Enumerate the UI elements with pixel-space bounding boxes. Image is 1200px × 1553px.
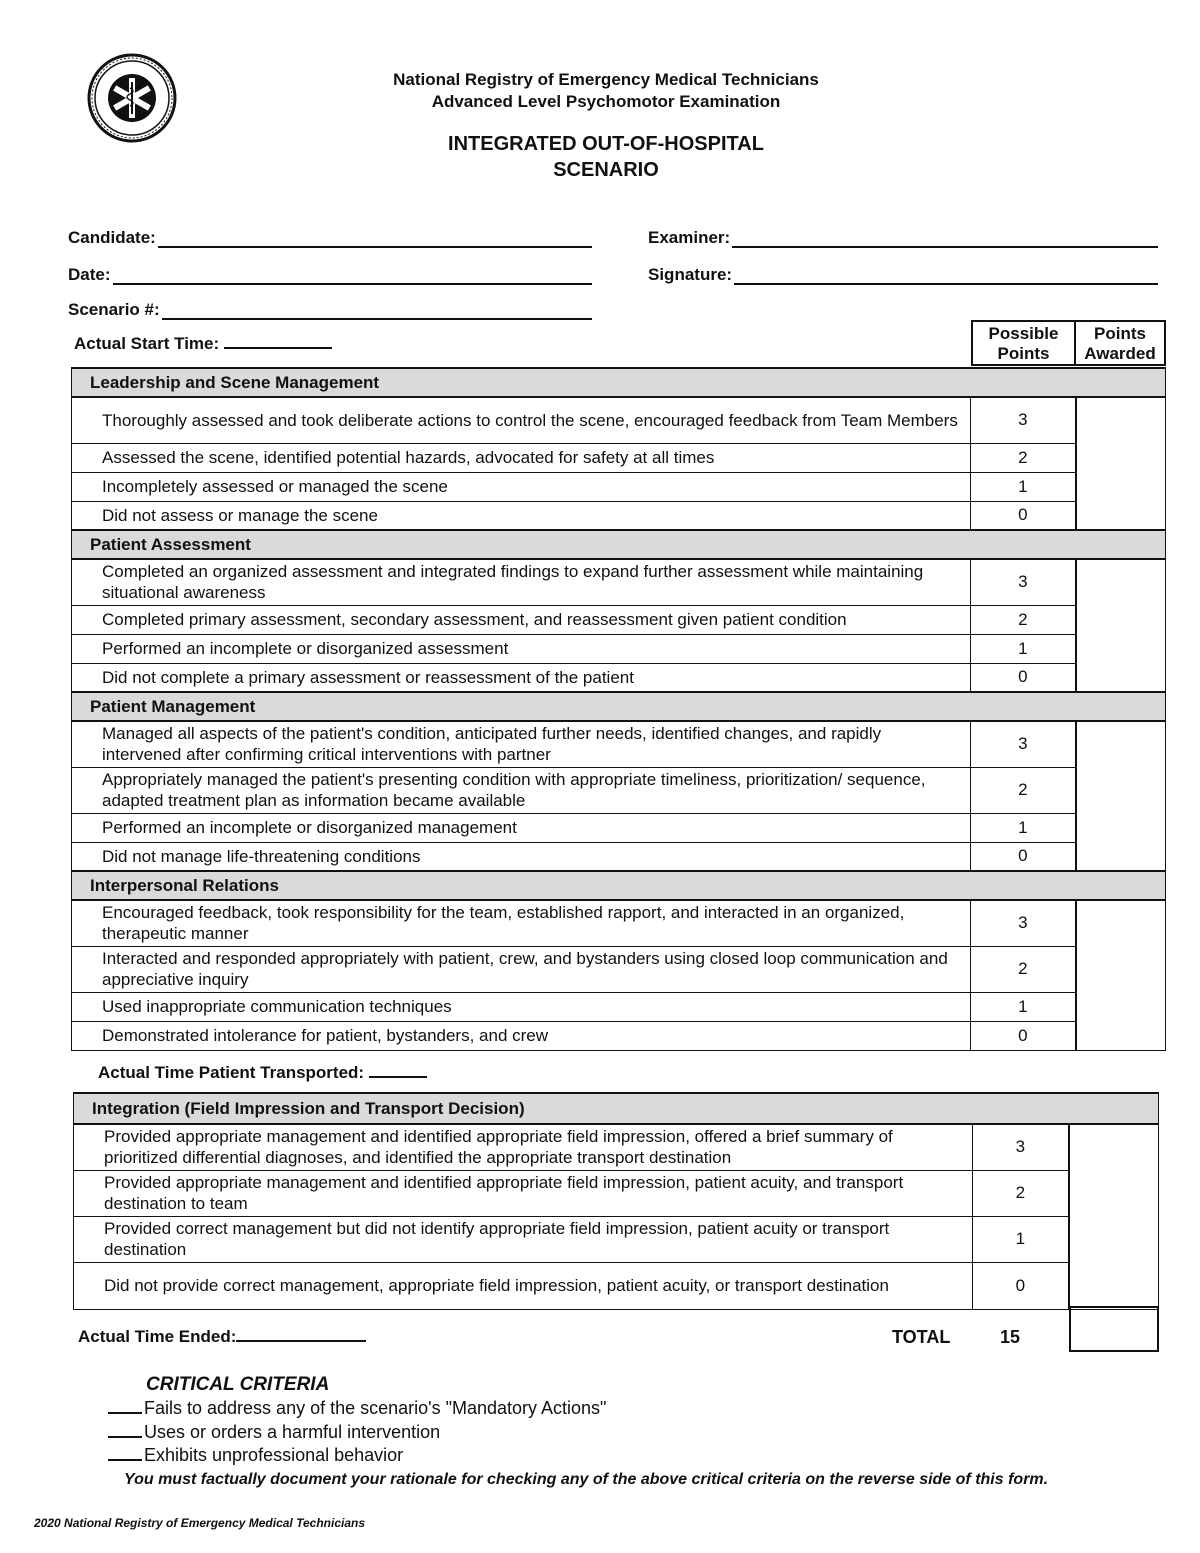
possible-points-value: 3 bbox=[971, 397, 1076, 443]
candidate-field[interactable] bbox=[68, 226, 592, 248]
form-title-line2: SCENARIO bbox=[553, 159, 659, 181]
signature-field[interactable] bbox=[648, 263, 1158, 285]
criteria-row bbox=[74, 1262, 1159, 1309]
section-header-row bbox=[74, 1093, 1159, 1124]
criteria-row bbox=[74, 1170, 1159, 1216]
possible-points-value: 0 bbox=[971, 663, 1076, 692]
criteria-row bbox=[72, 634, 1166, 663]
possible-points-value: 1 bbox=[973, 1216, 1069, 1262]
possible-points-value: 0 bbox=[971, 842, 1076, 871]
points-awarded-cell[interactable] bbox=[1076, 721, 1166, 871]
possible-points-value: 1 bbox=[971, 992, 1076, 1021]
total-label: TOTAL bbox=[892, 1327, 951, 1347]
criteria-text: Interacted and responded appropriately with patient, crew, and bystanders using closed loop communication and appreciative inquiry bbox=[72, 946, 971, 992]
possible-points-value: 1 bbox=[971, 634, 1076, 663]
awarded-header-line1: Points bbox=[1094, 324, 1146, 343]
criteria-row bbox=[72, 946, 1166, 992]
section-title: Patient Management bbox=[72, 692, 1166, 721]
examiner-label: Examiner: bbox=[648, 228, 731, 247]
criteria-row bbox=[72, 397, 1166, 443]
points-awarded-cell[interactable] bbox=[1076, 559, 1166, 692]
criteria-row bbox=[72, 1021, 1166, 1050]
criteria-row bbox=[72, 605, 1166, 634]
possible-points-value: 2 bbox=[971, 946, 1076, 992]
criteria-text: Appropriately managed the patient's presenting condition with appropriate timeliness, prioritization/ sequence, adapted treatment plan as information became available bbox=[72, 767, 971, 813]
critical-item[interactable] bbox=[108, 1398, 606, 1419]
footer-copyright: 2020 National Registry of Emergency Medical Technicians bbox=[34, 1516, 366, 1530]
possible-points-value: 0 bbox=[971, 501, 1076, 530]
critical-checkbox-line[interactable] bbox=[108, 1424, 142, 1438]
criteria-text: Did not provide correct management, appropriate field impression, patient acuity, or transport destination bbox=[74, 1262, 973, 1309]
critical-item-text: Exhibits unprofessional behavior bbox=[144, 1445, 404, 1465]
possible-points-value: 0 bbox=[973, 1262, 1069, 1309]
criteria-row bbox=[72, 813, 1166, 842]
possible-points-value: 1 bbox=[971, 813, 1076, 842]
possible-points-value: 2 bbox=[971, 443, 1076, 472]
scenario-label: Scenario #: bbox=[68, 300, 160, 319]
section-title: Interpersonal Relations bbox=[72, 871, 1166, 900]
criteria-text: Incompletely assessed or managed the scene bbox=[72, 472, 971, 501]
criteria-row bbox=[72, 900, 1166, 946]
form-title-line1: INTEGRATED OUT-OF-HOSPITAL bbox=[448, 133, 764, 155]
candidate-label: Candidate: bbox=[68, 228, 156, 247]
rubric-table bbox=[71, 367, 1166, 1051]
criteria-text: Encouraged feedback, took responsibility for the team, established rapport, and interacted in an organized, therapeutic manner bbox=[72, 900, 971, 946]
integration-table bbox=[73, 1092, 1159, 1310]
points-awarded-cell[interactable] bbox=[1076, 397, 1166, 530]
possible-header-line2: Points bbox=[997, 344, 1050, 363]
criteria-text: Demonstrated intolerance for patient, bystanders, and crew bbox=[72, 1021, 971, 1050]
possible-points-value: 3 bbox=[971, 721, 1076, 767]
examiner-line[interactable] bbox=[732, 230, 1158, 248]
criteria-text: Assessed the scene, identified potential hazards, advocated for safety at all times bbox=[72, 443, 971, 472]
possible-header-line1: Possible bbox=[988, 324, 1059, 343]
actual-start-time[interactable] bbox=[74, 334, 332, 354]
section-header-row bbox=[72, 871, 1166, 900]
criteria-row bbox=[74, 1216, 1159, 1262]
criteria-row bbox=[72, 472, 1166, 501]
criteria-text: Did not assess or manage the scene bbox=[72, 501, 971, 530]
criteria-row bbox=[72, 992, 1166, 1021]
criteria-text: Thoroughly assessed and took deliberate actions to control the scene, encouraged feedback from Team Members bbox=[72, 397, 971, 443]
total-awarded-box[interactable] bbox=[1069, 1306, 1159, 1352]
scenario-field[interactable] bbox=[68, 298, 592, 320]
criteria-row bbox=[72, 767, 1166, 813]
criteria-text: Provided appropriate management and identified appropriate field impression, patient acuity, and transport destination to team bbox=[74, 1170, 973, 1216]
points-awarded-header bbox=[1076, 320, 1166, 366]
total-value: 15 bbox=[1000, 1327, 1021, 1347]
criteria-text: Did not manage life-threatening conditions bbox=[72, 842, 971, 871]
critical-checkbox-line[interactable] bbox=[108, 1447, 142, 1461]
date-label: Date: bbox=[68, 265, 111, 284]
ended-line[interactable] bbox=[236, 1328, 366, 1342]
section-header-row bbox=[72, 692, 1166, 721]
possible-points-value: 2 bbox=[971, 605, 1076, 634]
points-awarded-cell[interactable] bbox=[1076, 900, 1166, 1050]
criteria-row bbox=[72, 663, 1166, 692]
critical-item-text: Uses or orders a harmful intervention bbox=[144, 1422, 441, 1442]
criteria-row bbox=[72, 721, 1166, 767]
possible-points-value: 3 bbox=[973, 1124, 1069, 1170]
transported-line[interactable] bbox=[369, 1064, 427, 1078]
critical-criteria-title: CRITICAL CRITERIA bbox=[146, 1374, 330, 1395]
section-title: Integration (Field Impression and Transport Decision) bbox=[74, 1093, 1159, 1124]
actual-start-line[interactable] bbox=[224, 335, 332, 349]
scenario-line[interactable] bbox=[162, 302, 592, 320]
possible-points-value: 0 bbox=[971, 1021, 1076, 1050]
critical-checkbox-line[interactable] bbox=[108, 1400, 142, 1414]
criteria-row bbox=[74, 1124, 1159, 1170]
possible-points-header bbox=[971, 320, 1076, 366]
signature-line[interactable] bbox=[734, 267, 1158, 285]
candidate-line[interactable] bbox=[158, 230, 592, 248]
criteria-text: Did not complete a primary assessment or reassessment of the patient bbox=[72, 663, 971, 692]
section-header-row bbox=[72, 530, 1166, 559]
critical-item[interactable] bbox=[108, 1422, 440, 1443]
section-title: Leadership and Scene Management bbox=[72, 368, 1166, 397]
date-line[interactable] bbox=[113, 267, 592, 285]
criteria-text: Performed an incomplete or disorganized assessment bbox=[72, 634, 971, 663]
actual-start-label: Actual Start Time: bbox=[74, 334, 220, 353]
documentation-note: You must factually document your rationale for checking any of the above critical criteria on the reverse side of this form. bbox=[124, 1471, 1049, 1488]
transported-label: Actual Time Patient Transported: bbox=[98, 1063, 365, 1082]
critical-item-text: Fails to address any of the scenario's "Mandatory Actions" bbox=[144, 1398, 607, 1418]
criteria-row bbox=[72, 842, 1166, 871]
criteria-text: Completed an organized assessment and integrated findings to expand further assessment while maintaining situational awareness bbox=[72, 559, 971, 605]
possible-points-value: 1 bbox=[971, 472, 1076, 501]
criteria-text: Managed all aspects of the patient's condition, anticipated further needs, identified changes, and rapidly intervened after confirming critical interventions with partner bbox=[72, 721, 971, 767]
criteria-text: Provided correct management but did not identify appropriate field impression, patient acuity or transport destination bbox=[74, 1216, 973, 1262]
criteria-row bbox=[72, 443, 1166, 472]
date-field[interactable] bbox=[68, 263, 592, 285]
section-title: Patient Assessment bbox=[72, 530, 1166, 559]
exam-name: Advanced Level Psychomotor Examination bbox=[431, 92, 781, 111]
criteria-text: Performed an incomplete or disorganized management bbox=[72, 813, 971, 842]
possible-points-value: 3 bbox=[971, 900, 1076, 946]
examiner-field[interactable] bbox=[648, 226, 1158, 248]
criteria-text: Completed primary assessment, secondary assessment, and reassessment given patient condition bbox=[72, 605, 971, 634]
critical-item[interactable] bbox=[108, 1445, 403, 1466]
signature-label: Signature: bbox=[648, 265, 733, 284]
criteria-row bbox=[72, 559, 1166, 605]
org-name: National Registry of Emergency Medical Technicians bbox=[393, 70, 819, 89]
awarded-header-line2: Awarded bbox=[1084, 344, 1156, 363]
possible-points-value: 3 bbox=[971, 559, 1076, 605]
criteria-row bbox=[72, 501, 1166, 530]
actual-time-transported[interactable] bbox=[98, 1063, 427, 1083]
criteria-text: Used inappropriate communication techniques bbox=[72, 992, 971, 1021]
actual-time-ended[interactable] bbox=[78, 1327, 366, 1347]
section-header-row bbox=[72, 368, 1166, 397]
possible-points-value: 2 bbox=[973, 1170, 1069, 1216]
points-awarded-cell[interactable] bbox=[1069, 1124, 1159, 1309]
possible-points-value: 2 bbox=[971, 767, 1076, 813]
ended-label: Actual Time Ended: bbox=[78, 1327, 237, 1346]
criteria-text: Provided appropriate management and identified appropriate field impression, offered a brief summary of prioritized differential diagnoses, and identified the appropriate transport destination bbox=[74, 1124, 973, 1170]
